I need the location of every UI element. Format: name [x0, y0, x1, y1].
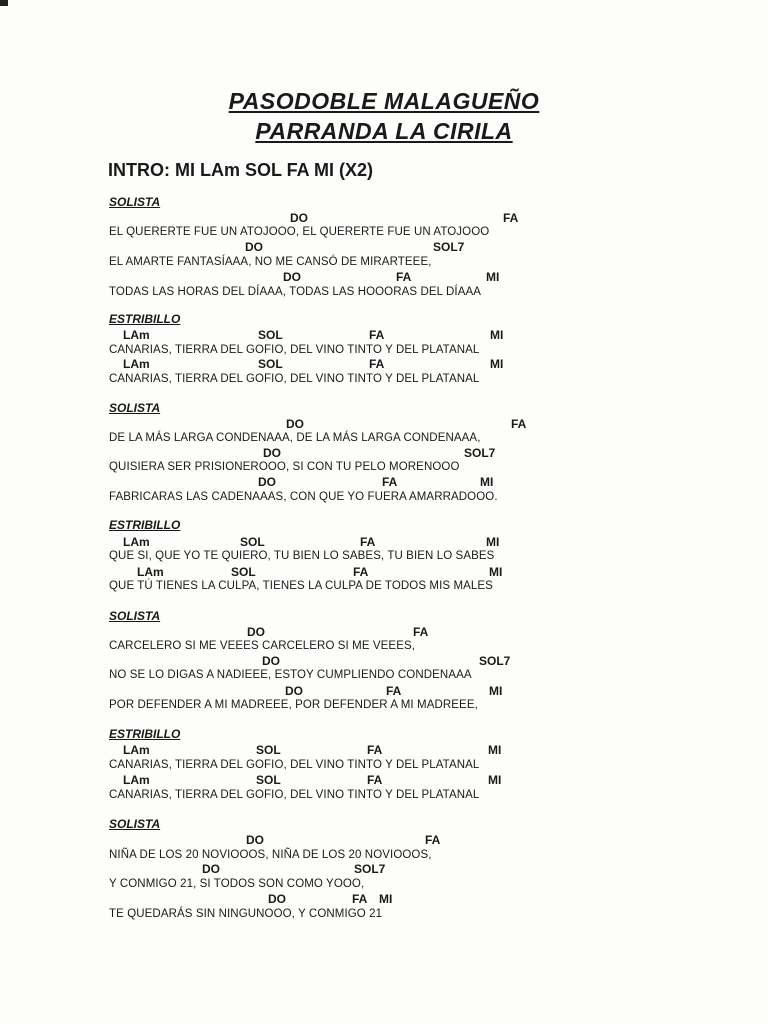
chord: DO: [258, 475, 276, 489]
lyric-line: CANARIAS, TIERRA DEL GOFIO, DEL VINO TINTO Y DEL PLATANAL: [109, 373, 480, 385]
chord: DO: [202, 862, 220, 876]
chord-line: [0, 654, 768, 668]
chord: SOL7: [479, 654, 511, 668]
chord: FA: [352, 892, 368, 906]
lyric-line: EL AMARTE FANTASÍAAA, NO ME CANSÓ DE MIRARTEEE,: [109, 256, 432, 268]
chord: FA: [386, 684, 402, 698]
chord-line: [0, 417, 768, 431]
chord: FA: [369, 328, 385, 342]
chord: SOL: [258, 328, 283, 342]
scan-corner-mark: [0, 0, 8, 6]
chord: FA: [511, 417, 527, 431]
chord: DO: [290, 211, 308, 225]
chord-line: [0, 743, 768, 757]
lyric-line: QUE TÚ TIENES LA CULPA, TIENES LA CULPA DE TODOS MIS MALES: [109, 580, 493, 592]
chord: SOL7: [354, 862, 386, 876]
chord: SOL: [256, 773, 281, 787]
chord: SOL: [258, 357, 283, 371]
chord-line: [0, 773, 768, 787]
chord-line: [0, 833, 768, 847]
chord: FA: [353, 565, 369, 579]
chord-line: [0, 684, 768, 698]
lyric-line: NO SE LO DIGAS A NADIEEE, ESTOY CUMPLIENDO CONDENAAA: [109, 669, 472, 681]
lyric-line: CANARIAS, TIERRA DEL GOFIO, DEL VINO TINTO Y DEL PLATANAL: [109, 759, 480, 771]
chord: LAm: [123, 743, 150, 757]
chord-line: [0, 625, 768, 639]
lyric-line: TE QUEDARÁS SIN NINGUNOOO, Y CONMIGO 21: [109, 908, 383, 920]
section-label: ESTRIBILLO: [109, 312, 181, 326]
chord: FA: [503, 211, 519, 225]
lyric-line: FABRICARAS LAS CADENAAAS, CON QUE YO FUERA AMARRADOOO.: [109, 491, 498, 503]
chord: MI: [488, 773, 502, 787]
lyric-line: POR DEFENDER A MI MADREEE, POR DEFENDER A MI MADREEE,: [109, 699, 478, 711]
lyric-line: NIÑA DE LOS 20 NOVIOOOS, NIÑA DE LOS 20 NOVIOOOS,: [109, 849, 432, 861]
chord: MI: [480, 475, 494, 489]
intro-chords: INTRO: MI LAm SOL FA MI (X2): [108, 160, 373, 180]
lyric-line: QUE SI, QUE YO TE QUIERO, TU BIEN LO SABES, TU BIEN LO SABES: [109, 550, 495, 562]
chord: FA: [367, 743, 383, 757]
section-label: SOLISTA: [109, 195, 161, 209]
chord: SOL: [256, 743, 281, 757]
chord: FA: [382, 475, 398, 489]
lyric-line: QUISIERA SER PRISIONEROOO, SI CON TU PELO MORENOOO: [109, 461, 460, 473]
chord: SOL: [240, 535, 265, 549]
chord: DO: [245, 240, 263, 254]
chord: LAm: [123, 773, 150, 787]
chord: FA: [367, 773, 383, 787]
chord-line: [0, 892, 768, 906]
section-label: SOLISTA: [109, 401, 161, 415]
section-label: SOLISTA: [109, 609, 161, 623]
chord: FA: [413, 625, 429, 639]
lyric-line: CARCELERO SI ME VEEES CARCELERO SI ME VEEES,: [109, 640, 416, 652]
lyric-line: DE LA MÁS LARGA CONDENAAA, DE LA MÁS LARGA CONDENAAA,: [109, 432, 481, 444]
chord: FA: [360, 535, 376, 549]
chord: MI: [489, 565, 503, 579]
chord: MI: [379, 892, 393, 906]
chord-line: [0, 535, 768, 549]
chord-line: [0, 475, 768, 489]
chord: LAm: [123, 535, 150, 549]
song-title: PASODOBLE MALAGUEÑO: [228, 88, 540, 114]
song-subtitle: PARRANDA LA CIRILA: [255, 118, 513, 144]
chord: SOL: [231, 565, 256, 579]
chord: LAm: [123, 328, 150, 342]
chord: MI: [489, 684, 503, 698]
chord-line: [0, 328, 768, 342]
section-label: ESTRIBILLO: [109, 727, 181, 741]
chord: DO: [283, 270, 301, 284]
chord: DO: [286, 417, 304, 431]
chord: SOL7: [433, 240, 465, 254]
chord: DO: [247, 625, 265, 639]
chord-line: [0, 270, 768, 284]
lyric-line: TODAS LAS HORAS DEL DÍAAA, TODAS LAS HOOORAS DEL DÍAAA: [109, 286, 482, 298]
chord: FA: [425, 833, 441, 847]
chord: FA: [369, 357, 385, 371]
chord-line: [0, 357, 768, 371]
lyric-line: Y CONMIGO 21, SI TODOS SON COMO YOOO,: [109, 878, 365, 890]
chord: LAm: [137, 565, 164, 579]
chord: MI: [486, 535, 500, 549]
section-label: SOLISTA: [109, 817, 161, 831]
chord: SOL7: [464, 446, 496, 460]
lyric-line: CANARIAS, TIERRA DEL GOFIO, DEL VINO TINTO Y DEL PLATANAL: [109, 344, 480, 356]
chord-line: [0, 240, 768, 254]
chord: MI: [490, 328, 504, 342]
chord-line: [0, 862, 768, 876]
chord-line: [0, 211, 768, 225]
section-label: ESTRIBILLO: [109, 518, 181, 532]
chord: FA: [396, 270, 412, 284]
chord: MI: [486, 270, 500, 284]
chord: LAm: [123, 357, 150, 371]
lyric-line: EL QUERERTE FUE UN ATOJOOO, EL QUERERTE FUE UN ATOJOOO: [109, 226, 490, 238]
chord: MI: [490, 357, 504, 371]
chord-line: [0, 446, 768, 460]
chord: DO: [285, 684, 303, 698]
chord-line: [0, 565, 768, 579]
chord: DO: [262, 654, 280, 668]
chord: DO: [246, 833, 264, 847]
lyric-line: CANARIAS, TIERRA DEL GOFIO, DEL VINO TINTO Y DEL PLATANAL: [109, 789, 480, 801]
chord: DO: [268, 892, 286, 906]
chord: DO: [263, 446, 281, 460]
chord: MI: [488, 743, 502, 757]
